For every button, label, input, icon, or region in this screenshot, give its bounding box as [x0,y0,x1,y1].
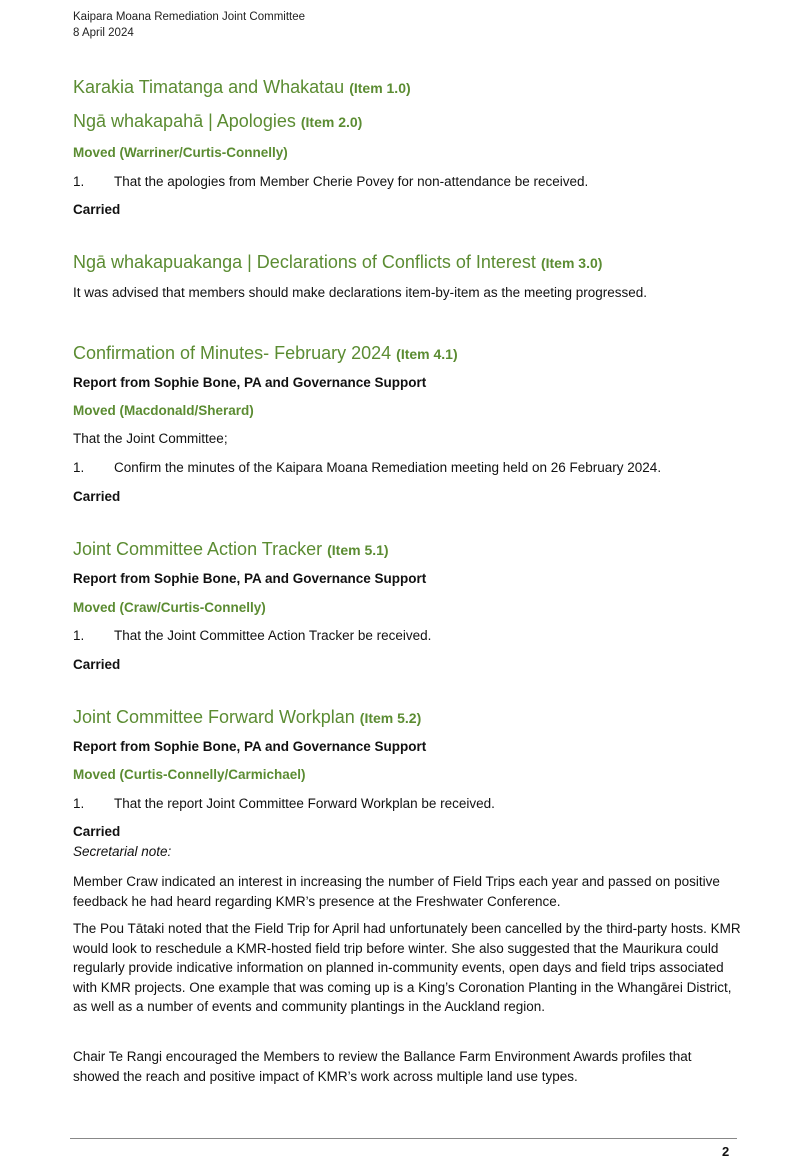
resolution-number: 1. [73,628,85,643]
heading-minutes [73,342,458,365]
heading-item-number: (Item 2.0) [300,114,363,130]
carried-label: Carried [73,657,121,672]
moved-line: Moved (Craw/Curtis-Connelly) [73,600,266,615]
resolution-number: 1. [73,796,85,811]
heading-karakia [73,76,411,99]
heading-title: Confirmation of Minutes- February 2024 [73,343,392,363]
heading-item-number: (Item 5.2) [359,710,422,726]
resolution-text: That the apologies from Member Cherie Povey for non-attendance be received. [114,174,589,189]
heading-item-number: (Item 4.1) [396,346,458,362]
resolution-text: Confirm the minutes of the Kaipara Moana Remediation meeting held on 26 February 2024. [114,460,662,475]
heading-item-number: (Item 5.1) [327,542,389,558]
report-line: Report from Sophie Bone, PA and Governance Support [73,375,427,390]
carried-label: Carried [73,202,121,217]
note-paragraph-2: The Pou Tātaki noted that the Field Trip for April had unfortunately been cancelled by the third-party hosts. KMR would look to reschedule a KMR-hosted field trip before winter. She also suggested that the Maurikura could regularly provide indicative information on planned in-community events, open days and field trips associated with KMR projects. One example that was coming up is a King’s Coronation Planting in the Whangārei District, as well as a number of events and community plantings in the Auckland region. [73,921,741,1014]
heading-title: Joint Committee Action Tracker [73,539,323,559]
resolution-text: That the report Joint Committee Forward Workplan be received. [114,796,495,811]
heading-title: Ngā whakapuakanga | Declarations of Conflicts of Interest [73,252,536,272]
heading-title: Ngā whakapahā | Apologies [73,111,296,131]
heading-conflicts [73,251,602,274]
heading-item-number: (Item 3.0) [540,255,603,271]
heading-item-number: (Item 1.0) [349,80,411,96]
resolution-number: 1. [73,174,85,189]
heading-title: Joint Committee Forward Workplan [73,707,355,727]
moved-line: Moved (Macdonald/Sherard) [73,403,254,418]
carried-label: Carried [73,489,121,504]
resolution-intro: That the Joint Committee; [73,431,228,446]
heading-forward-workplan [73,706,421,729]
report-line: Report from Sophie Bone, PA and Governance Support [73,739,427,754]
note-paragraph-1: Member Craw indicated an interest in increasing the number of Field Trips each year and passed on positive feedback he had heard regarding KMR’s presence at the Freshwater Conference. [73,874,720,909]
secretarial-note-label: Secretarial note: [73,844,172,859]
page-number: 2 [722,1144,730,1159]
resolution-text: That the Joint Committee Action Tracker be received. [114,628,432,643]
moved-line: Moved (Curtis-Connelly/Carmichael) [73,767,306,782]
heading-title: Karakia Timatanga and Whakatau [73,77,345,97]
header-date: 8 April 2024 [73,27,134,39]
body-text: It was advised that members should make declarations item-by-item as the meeting progressed. [73,285,648,300]
heading-apologies [73,110,362,133]
footer-divider [70,1138,737,1139]
carried-label: Carried [73,824,121,839]
report-line: Report from Sophie Bone, PA and Governance Support [73,571,427,586]
moved-line: Moved (Warriner/Curtis-Connelly) [73,145,288,160]
header-org: Kaipara Moana Remediation Joint Committee [73,11,306,23]
note-paragraph-3: Chair Te Rangi encouraged the Members to review the Ballance Farm Environment Awards profiles that showed the reach and positive impact of KMR’s work across multiple land use types. [73,1049,692,1084]
heading-action-tracker [73,538,389,561]
resolution-number: 1. [73,460,85,475]
